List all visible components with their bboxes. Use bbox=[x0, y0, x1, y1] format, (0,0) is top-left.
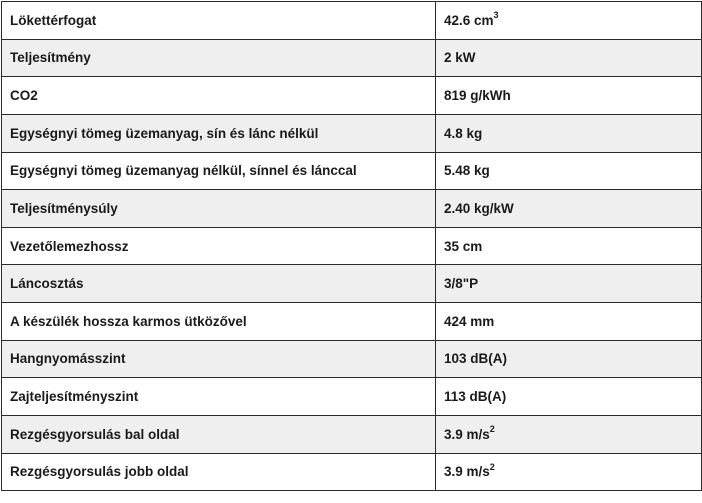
spec-table bbox=[1, 1, 702, 491]
table-row bbox=[2, 453, 702, 491]
spec-value-text: 42.6 cm bbox=[444, 12, 494, 28]
spec-label: Teljesítménysúly bbox=[2, 190, 436, 228]
spec-label: Zajteljesítményszint bbox=[2, 378, 436, 416]
spec-value bbox=[436, 227, 702, 265]
spec-label: Hangnyomásszint bbox=[2, 340, 436, 378]
spec-value bbox=[436, 378, 702, 416]
table-row bbox=[2, 39, 702, 77]
spec-value-text: 4.8 kg bbox=[444, 125, 483, 141]
spec-label: Egységnyi tömeg üzemanyag, sín és lánc nélkül bbox=[2, 114, 436, 152]
table-row bbox=[2, 77, 702, 115]
spec-value-superscript: 3 bbox=[493, 10, 499, 21]
spec-label: Egységnyi tömeg üzemanyag nélkül, sínnel és lánccal bbox=[2, 152, 436, 190]
spec-label: Rezgésgyorsulás bal oldal bbox=[2, 415, 436, 453]
spec-label: A készülék hossza karmos ütközővel bbox=[2, 303, 436, 341]
table-row bbox=[2, 190, 702, 228]
table-row bbox=[2, 415, 702, 453]
spec-value-text: 819 g/kWh bbox=[444, 88, 511, 104]
spec-value-text: 35 cm bbox=[444, 238, 483, 254]
spec-label: Láncosztás bbox=[2, 265, 436, 303]
table-row bbox=[2, 2, 702, 40]
table-row bbox=[2, 378, 702, 416]
table-row bbox=[2, 265, 702, 303]
spec-label: Rezgésgyorsulás jobb oldal bbox=[2, 453, 436, 491]
spec-value bbox=[436, 340, 702, 378]
spec-value-text: 3.9 m/s bbox=[444, 464, 490, 480]
spec-value bbox=[436, 2, 702, 40]
spec-value-text: 424 mm bbox=[444, 313, 495, 329]
spec-label: Teljesítmény bbox=[2, 39, 436, 77]
spec-value bbox=[436, 303, 702, 341]
spec-value-text: 113 dB(A) bbox=[444, 389, 507, 405]
table-row bbox=[2, 227, 702, 265]
spec-value bbox=[436, 190, 702, 228]
spec-value bbox=[436, 453, 702, 491]
spec-label: Lökettérfogat bbox=[2, 2, 436, 40]
spec-value-text: 2.40 kg/kW bbox=[444, 200, 514, 216]
spec-value-text: 2 kW bbox=[444, 50, 476, 66]
spec-value-text: 3.9 m/s bbox=[444, 426, 490, 442]
spec-value bbox=[436, 114, 702, 152]
table-row bbox=[2, 340, 702, 378]
spec-value bbox=[436, 152, 702, 190]
spec-label: CO2 bbox=[2, 77, 436, 115]
spec-value bbox=[436, 39, 702, 77]
spec-value-superscript: 2 bbox=[489, 461, 495, 472]
table-row bbox=[2, 303, 702, 341]
spec-value bbox=[436, 77, 702, 115]
spec-value bbox=[436, 415, 702, 453]
spec-value-text: 5.48 kg bbox=[444, 163, 490, 179]
spec-value-text: 103 dB(A) bbox=[444, 351, 508, 367]
spec-value bbox=[436, 265, 702, 303]
spec-value-superscript: 2 bbox=[489, 424, 495, 435]
spec-value-text: 3/8"P bbox=[444, 276, 479, 292]
table-row bbox=[2, 152, 702, 190]
table-row bbox=[2, 114, 702, 152]
spec-label: Vezetőlemezhossz bbox=[2, 227, 436, 265]
